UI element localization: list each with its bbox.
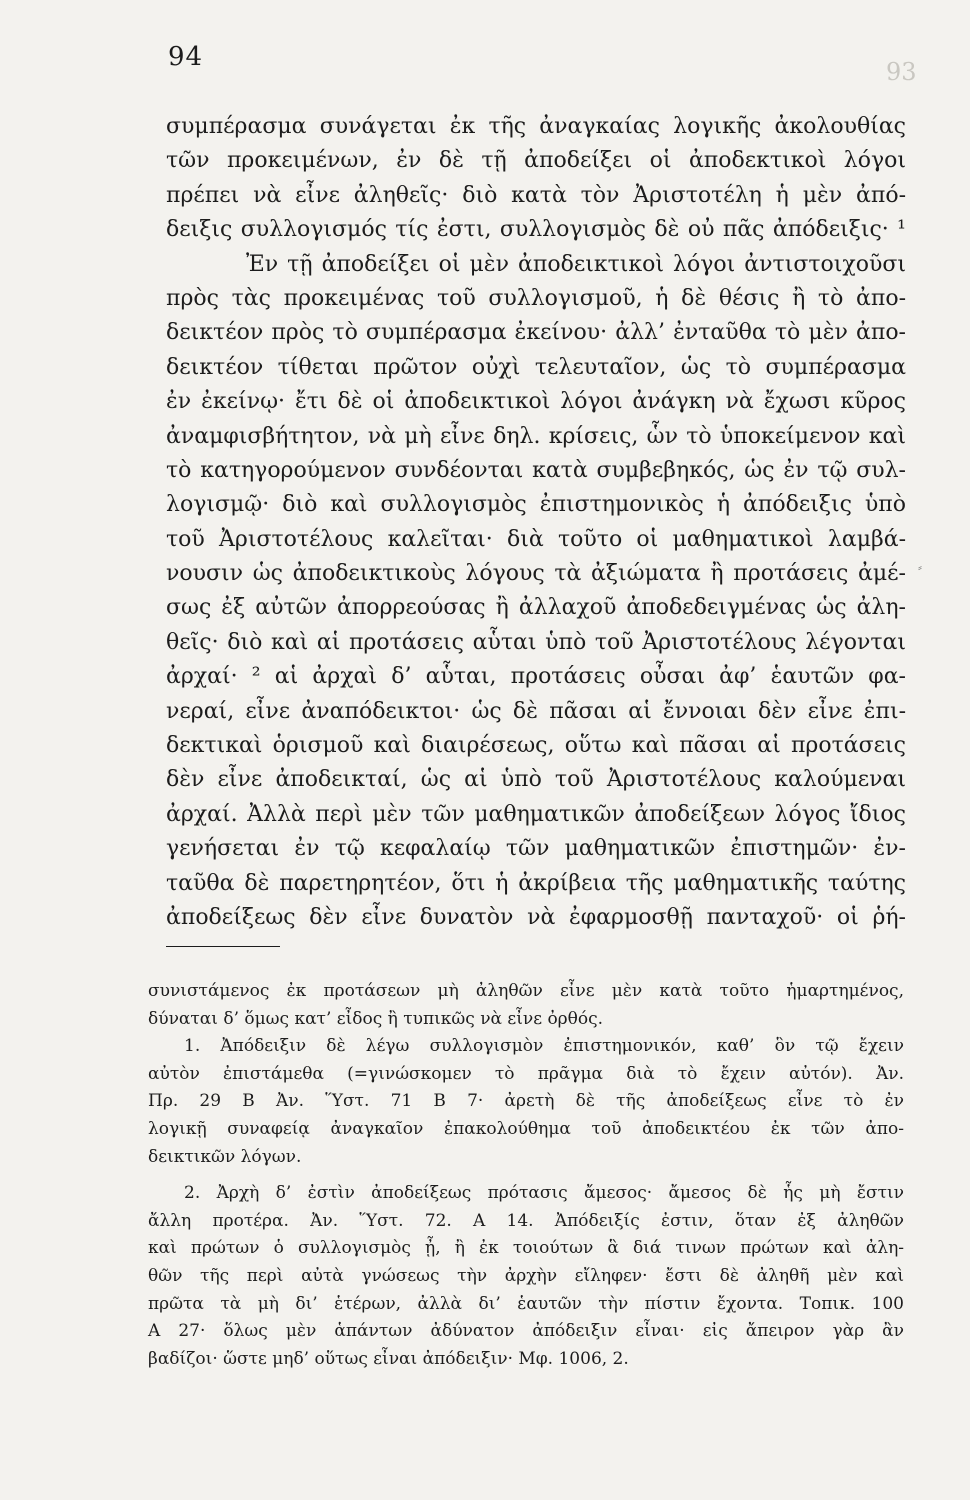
body-line: πρὸς τὰς προκειμένας τοῦ συλλογισμοῦ, ἡ δὲ θέσις ἢ τὸ ἀπο- xyxy=(166,285,906,311)
footnote-2: 2. Ἀρχὴ δ’ ἐστὶν ἀποδείξεως πρότασις ἄμεσος· ἄμεσος δὲ ἧς μὴ ἔστιν xyxy=(184,1183,904,1204)
footnote-line: Α 27· ὅλως μὲν ἁπάντων ἀδύνατον ἀπόδειξιν εἶναι· εἰς ἄπειρον γὰρ ἂν xyxy=(148,1321,904,1342)
footnote-line: δεικτικῶν λόγων. xyxy=(148,1146,302,1167)
body-line: ἀποδείξεως δὲν εἶνε δυνατὸν νὰ ἐφαρμοσθῇ πανταχοῦ· οἱ ῥή- xyxy=(166,904,906,930)
body-line: πρέπει νὰ εἶνε ἀληθεῖς· διὸ κατὰ τὸν Ἀριστοτέλη ἡ μὲν ἀπό- xyxy=(166,182,906,208)
footnote-line: Πρ. 29 Β Ἀν. Ὕστ. 71 Β 7· ἀρετὴ δὲ τῆς ἀποδείξεως εἶνε τὸ ἐν xyxy=(148,1091,904,1112)
body-line: σως ἐξ αὐτῶν ἀπορρεούσας ἢ ἀλλαχοῦ ἀποδεδειγμένας ὡς ἀλη- xyxy=(166,595,906,621)
body-line: ἀρχαί. Ἀλλὰ περὶ μὲν τῶν μαθηματικῶν ἀποδείξεων λόγος ἴδιος xyxy=(166,801,906,827)
body-line: δεκτικαὶ ὁρισμοῦ καὶ διαιρέσεως, οὕτω καὶ πᾶσαι αἱ προτάσεις xyxy=(166,733,906,759)
body-line: δειξις συλλογισμός τίς ἐστι, συλλογισμὸς δὲ οὐ πᾶς ἀπόδειξις· ¹ xyxy=(166,217,906,243)
footnote-1: 1. Ἀπόδειξιν δὲ λέγω συλλογισμὸν ἐπιστημονικόν, καθ’ ὃν τῷ ἔχειν xyxy=(184,1036,904,1057)
body-line: Ἐν τῇ ἀποδείξει οἱ μὲν ἀποδεικτικοὶ λόγοι ἀντιστοιχοῦσι xyxy=(246,251,906,277)
body-line: τοῦ Ἀριστοτέλους καλεῖται· διὰ τοῦτο οἱ μαθηματικοὶ λαμβά- xyxy=(166,526,906,552)
footnotes xyxy=(148,978,904,1373)
footnote-line: θῶν τῆς περὶ αὐτὰ γνώσεως τὴν ἀρχὴν εἴληφεν· ἔστι δὲ ἀληθῆ μὲν καὶ xyxy=(148,1265,904,1286)
footnote-line: αὐτὸν ἐπιστάμεθα (=γινώσκομεν τὸ πρᾶγμα διὰ τὸ ἔχειν αὐτόν). Ἀν. xyxy=(148,1063,904,1084)
body-line: δεικτέον πρὸς τὸ συμπέρασμα ἐκείνου· ἀλλ’ ἐνταῦθα τὸ μὲν ἀπο- xyxy=(166,320,906,346)
body-line: ταῦθα δὲ παρετηρητέον, ὅτι ἡ ἀκρίβεια τῆς μαθηματικῆς ταύτης xyxy=(166,870,906,896)
footnote-line: ἄλλη προτέρα. Ἀν. Ὕστ. 72. Α 14. Ἀπόδειξίς ἐστιν, ὅταν ἐξ ἀληθῶν xyxy=(148,1210,904,1231)
footnote-line: δύναται δ’ ὅμως κατ’ εἶδος ἢ τυπικῶς νὰ εἶνε ὀρθός. xyxy=(148,1008,604,1029)
body-line: θεῖς· διὸ καὶ αἱ προτάσεις αὗται ὑπὸ τοῦ Ἀριστοτέλους λέγονται xyxy=(166,629,906,655)
bleed-through-page-number: 93 xyxy=(886,58,917,86)
body-line: ἐν ἐκείνῳ· ἔτι δὲ οἱ ἀποδεικτικοὶ λόγοι ἀνάγκη νὰ ἔχωσι κῦρος xyxy=(166,389,906,415)
page-number: 94 xyxy=(168,42,204,72)
body-line: ἀναμφισβήτητον, νὰ μὴ εἶνε δηλ. κρίσεις, ὧν τὸ ὑποκείμενον καὶ xyxy=(166,423,906,449)
body-line: γενήσεται ἐν τῷ κεφαλαίῳ τῶν μαθηματικῶν ἐπιστημῶν· ἐν- xyxy=(166,836,906,862)
footnote-line: καὶ πρώτων ὁ συλλογισμὸς ᾖ, ἢ ἐκ τοιούτων ἃ διά τινων πρώτων καὶ ἀλη- xyxy=(148,1238,904,1259)
body-line: νουσιν ὡς ἀποδεικτικοὺς λόγους τὰ ἀξιώματα ἢ προτάσεις ἀμέ- xyxy=(166,561,906,587)
footnote-line: λογικῇ συναφείᾳ ἀναγκαῖον ἐπακολούθημα τοῦ ἀποδεικτέου ἐκ τῶν ἀπο- xyxy=(148,1118,904,1139)
body-line: ἀρχαί· ² αἱ ἀρχαὶ δ’ αὗται, προτάσεις οὖσαι ἀφ’ ἑαυτῶν φα- xyxy=(166,664,906,690)
footnote-line: πρῶτα τὰ μὴ δι’ ἑτέρων, ἀλλὰ δι’ ἑαυτῶν τὴν πίστιν ἔχοντα. Τοπικ. 100 xyxy=(148,1293,904,1314)
footnote-line: βαδίζοι· ὥστε μηδ’ οὕτως εἶναι ἀπόδειξιν· Μφ. 1006, 2. xyxy=(148,1348,629,1369)
body-line: νεραί, εἶνε ἀναπόδεικτοι· ὡς δὲ πᾶσαι αἱ ἔννοιαι δὲν εἶνε ἐπι- xyxy=(166,698,906,724)
footnote-separator xyxy=(166,946,280,947)
body-line: δὲν εἶνε ἀποδεικταί, ὡς αἱ ὑπὸ τοῦ Ἀριστοτέλους καλούμεναι xyxy=(166,767,906,793)
margin-mark: ⸗ xyxy=(918,560,922,574)
footnote-line: συνιστάμενος ἐκ προτάσεων μὴ ἀληθῶν εἶνε μὲν κατὰ τοῦτο ἡμαρτημένος, xyxy=(148,981,904,1001)
main-text xyxy=(166,110,906,935)
body-line: τὸ κατηγορούμενον συνδέονται κατὰ συμβεβηκός, ὡς ἐν τῷ συλ- xyxy=(166,457,906,483)
body-line: συμπέρασμα συνάγεται ἐκ τῆς ἀναγκαίας λογικῆς ἀκολουθίας xyxy=(166,114,906,139)
body-line: δεικτέον τίθεται πρῶτον οὐχὶ τελευταῖον, ὡς τὸ συμπέρασμα xyxy=(166,354,906,380)
body-line: λογισμῷ· διὸ καὶ συλλογισμὸς ἐπιστημονικὸς ἡ ἀπόδειξις ὑπὸ xyxy=(166,492,906,518)
body-line: τῶν προκειμένων, ἐν δὲ τῇ ἀποδείξει οἱ ἀποδεκτικοὶ λόγοι xyxy=(166,148,906,174)
